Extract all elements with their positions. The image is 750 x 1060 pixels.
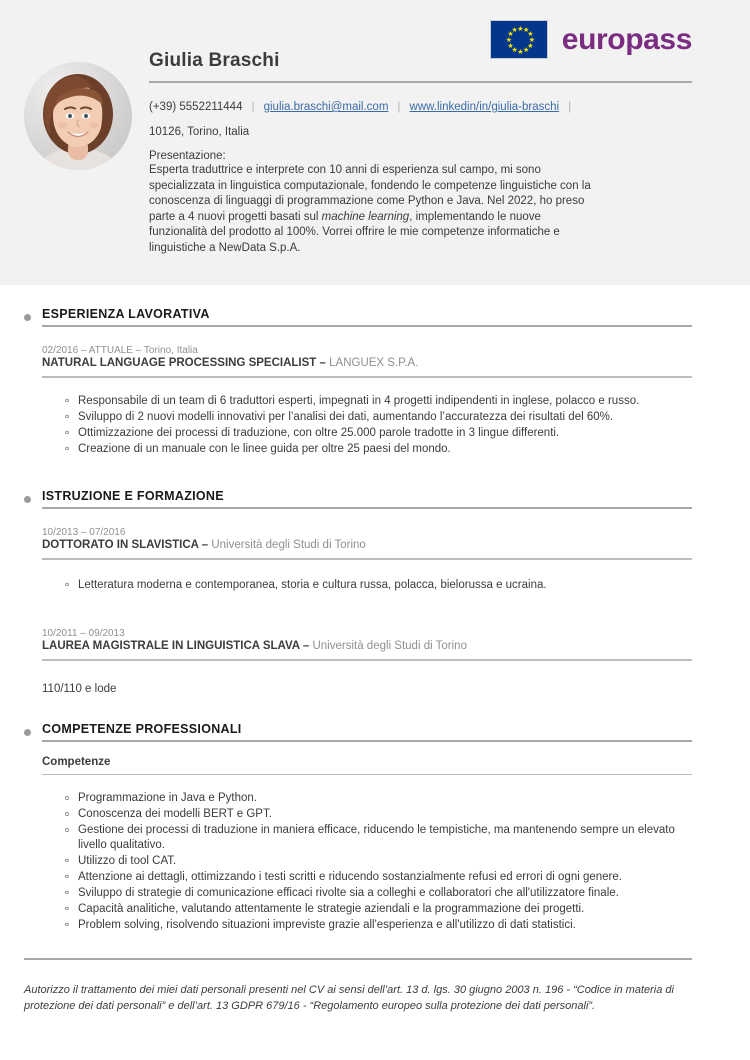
list-item: Conoscenza dei modelli BERT e GPT.: [64, 807, 692, 822]
section-header-experience: [24, 307, 692, 327]
eu-star-icon: ★: [528, 37, 536, 44]
page-title: Giulia Braschi: [149, 50, 280, 71]
eu-star-icon: ★: [511, 46, 518, 54]
section-divider: [42, 740, 692, 742]
skills-bullet-list: [64, 791, 692, 932]
list-item: Sviluppo di 2 nuovi modelli innovativi per l’analisi dei dati, aumentando l’accuratezza dei risultati del 60%.: [64, 410, 692, 425]
footer-divider: [24, 958, 692, 960]
entry-date: 10/2011 – 09/2013: [42, 628, 125, 639]
list-item: Ottimizzazione dei processi di traduzione, con oltre 25.000 parole tradotte in 3 lingue differenti.: [64, 426, 692, 441]
presentation-part-2: , implementando le nuove funzionalità del prodotto al 100%. Vorrei offrire le mie competenze informatiche e linguistiche a NewData S.p.A.: [149, 210, 560, 254]
section-divider: [42, 507, 692, 509]
degree-name: DOTTORATO IN SLAVISTICA: [42, 539, 199, 551]
eu-star-icon: ★: [505, 37, 513, 44]
eu-star-icon: ★: [523, 46, 530, 54]
entry-date: 10/2013 – 07/2016: [42, 527, 126, 538]
cv-header-band: [0, 0, 750, 285]
eu-star-icon: ★: [517, 25, 524, 33]
eu-star-icon: ★: [527, 31, 534, 39]
education-entry: [42, 628, 692, 661]
europass-wordmark: europass: [561, 22, 692, 56]
list-item: Gestione dei processi di traduzione in maniera efficace, riducendo le tempistiche, ma mantenendo sempre un elevato livello qualitativo.: [64, 823, 692, 852]
experience-bullet-list: [64, 394, 692, 457]
eu-star-icon: ★: [511, 27, 518, 35]
section-skills: [24, 722, 692, 933]
entry-date: 02/2016 – ATTUALE – Torino, Italia: [42, 345, 198, 356]
list-item: Capacità analitiche, valutando attentamente le strategie aziendali e la programmazione dei progetti.: [64, 902, 692, 917]
linkedin-link[interactable]: www.linkedin/in/giulia-braschi: [409, 101, 560, 113]
section-header-education: [24, 489, 692, 509]
cv-body: [0, 307, 750, 932]
entry-title: [42, 640, 692, 659]
entry-dash: –: [198, 539, 212, 551]
list-item: Attenzione ai dettagli, ottimizzando i testi scritti e riducendo sostanzialmente refusi ed errori di ogni genere.: [64, 870, 692, 885]
section-title: COMPETENZE PROFESSIONALI: [42, 721, 242, 736]
eu-star-icon: ★: [527, 42, 534, 50]
section-title: ESPERIENZA LAVORATIVA: [42, 307, 210, 321]
list-item: Utilizzo di tool CAT.: [64, 854, 692, 869]
institution-name: Università degli Studi di Torino: [211, 539, 366, 551]
company-name: LANGUEX S.P.A.: [329, 357, 419, 369]
avatar: [24, 62, 132, 170]
skills-subdivider: [42, 774, 692, 776]
section-bullet-icon: [24, 729, 31, 736]
degree-name: LAUREA MAGISTRALE IN LINGUISTICA SLAVA: [42, 640, 300, 652]
eu-star-icon: ★: [507, 42, 514, 50]
section-title: ISTRUZIONE E FORMAZIONE: [42, 489, 224, 503]
list-item: Letteratura moderna e contemporanea, storia e cultura russa, polacca, bielorussa e ucraina.: [64, 578, 692, 593]
contact-separator: |: [397, 99, 401, 113]
section-header-skills: [24, 722, 692, 742]
section-experience: [24, 307, 692, 456]
institution-name: Università degli Studi di Torino: [312, 640, 467, 652]
final-grade: 110/110 e lode: [42, 682, 117, 695]
list-item: Responsabile di un team di 6 traduttori esperti, impegnati in 4 progetti indipendenti in inglese, polacco e russo.: [64, 394, 692, 409]
eu-star-icon: ★: [523, 27, 530, 35]
presentation-italic-term: machine learning: [321, 210, 410, 223]
section-bullet-icon: [24, 314, 31, 321]
entry-dash: –: [299, 640, 313, 652]
section-divider: [42, 325, 692, 327]
skills-subheading: Competenze: [42, 755, 111, 768]
header-details: [149, 46, 692, 256]
profile-photo-illustration: [24, 62, 132, 170]
privacy-statement: Autorizzo il trattamento dei miei dati personali presenti nel CV ai sensi dell’art. 13 d. lgs. 30 giugno 2003 n. 196 - “Codice in materia di protezione dei dati personali” e dell’art. 13 GDPR 679/16 - “Regolamento europeo sulla protezione dei dati personali”.: [24, 984, 674, 1012]
list-item: Programmazione in Java e Python.: [64, 791, 692, 806]
list-item: Problem solving, risolvendo situazioni impreviste grazie all'esperienza e all'utilizzo di dati statistici.: [64, 918, 692, 933]
entry-dash: –: [316, 357, 330, 369]
section-bullet-icon: [24, 496, 31, 503]
section-education: [24, 489, 692, 695]
entry-divider: [42, 376, 692, 378]
presentation-label: Presentazione:: [149, 150, 226, 162]
entry-title: [42, 539, 692, 558]
education-entry: [42, 527, 692, 592]
email-link[interactable]: giulia.braschi@mail.com: [263, 101, 389, 113]
job-role: NATURAL LANGUAGE PROCESSING SPECIALIST: [42, 357, 317, 369]
experience-entry: [42, 345, 692, 456]
contact-separator: |: [568, 99, 572, 113]
address-line: 10126, Torino, Italia: [149, 126, 250, 138]
presentation-part-1: Esperta traduttrice e interprete con 10 anni di esperienza sul campo, mi sono specializzata in linguistica computazionale, fondendo le competenze linguistiche con la conoscenza di linguaggi di programmazione come Python e Java. Nel 2022, ho preso parte a 4 nuovi progetti basati sul: [149, 164, 591, 223]
list-item: Creazione di un manuale con le linee guida per oltre 25 paesi del mondo.: [64, 442, 692, 457]
name-divider: [149, 81, 692, 83]
entry-divider: [42, 659, 692, 661]
contact-separator: |: [251, 99, 255, 113]
entry-title: [42, 357, 692, 376]
list-item: Sviluppo di strategie di comunicazione efficaci rivolte sia a colleghi e collaboratori che all'utilizzatore finale.: [64, 886, 692, 901]
entry-divider: [42, 558, 692, 560]
phone-number: (+39) 5552211444: [149, 101, 243, 113]
contact-row: [149, 99, 692, 113]
footer: [0, 958, 750, 1014]
eu-star-icon: ★: [517, 48, 524, 56]
presentation-text: [149, 163, 599, 256]
eu-star-icon: ★: [507, 31, 514, 39]
education-bullet-list: [64, 578, 692, 593]
